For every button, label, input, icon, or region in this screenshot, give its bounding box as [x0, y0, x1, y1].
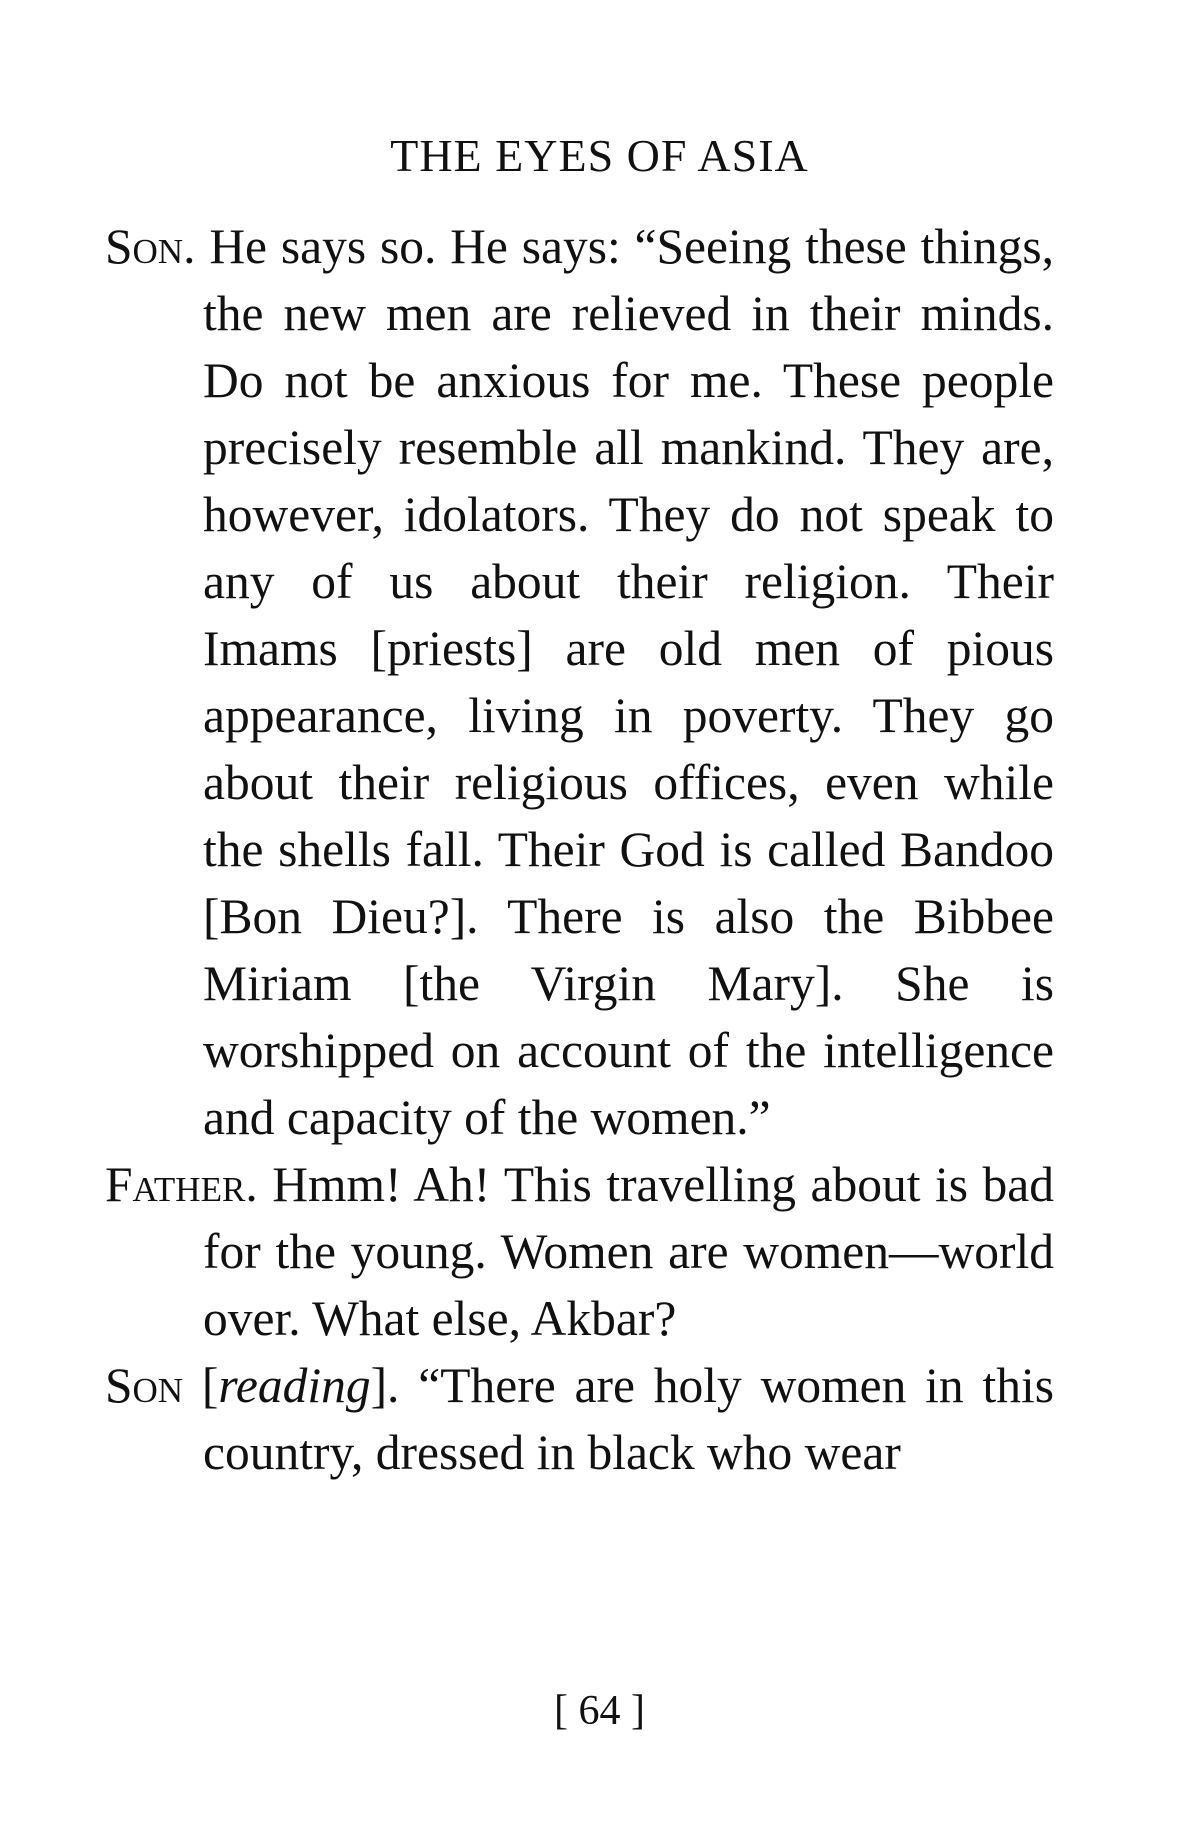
- speaker-name: Father: [105, 1157, 246, 1212]
- speaker-name: Son: [105, 219, 184, 274]
- speech-son-2: Son [reading]. “There are holy women in this country, dressed in black who wear: [105, 1358, 1055, 1480]
- speech-text: Hmm! Ah! This travelling about is bad for the young. Women are women—world over. What else, Akbar?: [203, 1157, 1054, 1346]
- page-number: [ 64 ]: [554, 1688, 645, 1734]
- speech-son-1: [105, 213, 1054, 1151]
- stage-direction: reading: [218, 1358, 371, 1413]
- speaker-punct: .: [183, 219, 196, 274]
- speaker-punct: .: [245, 1157, 258, 1212]
- speaker-name: Son: [105, 1358, 184, 1413]
- dialogue-text: [105, 213, 1054, 1486]
- running-head: THE EYES OF ASIA: [390, 130, 809, 181]
- speech-father: [105, 1151, 1054, 1352]
- speech-text: “There are holy women in this country, dressed in black who wear: [203, 1358, 1055, 1480]
- speech-text: He says so. He says: “Seeing these things, the new men are relieved in their minds. Do not be anxious for me. These people precisely resemble all mankind. They are, however, idolators. They do not speak to any of us about their religion. Their Imams [priests] are old men of pious appearance, living in poverty. They go about their religious offices, even while the shells fall. Their God is called Bandoo [Bon Dieu?]. There is also the Bibbee Miriam [the Virgin Mary]. She is worshipped on account of the intelligence and capacity of the women.”: [203, 219, 1055, 1145]
